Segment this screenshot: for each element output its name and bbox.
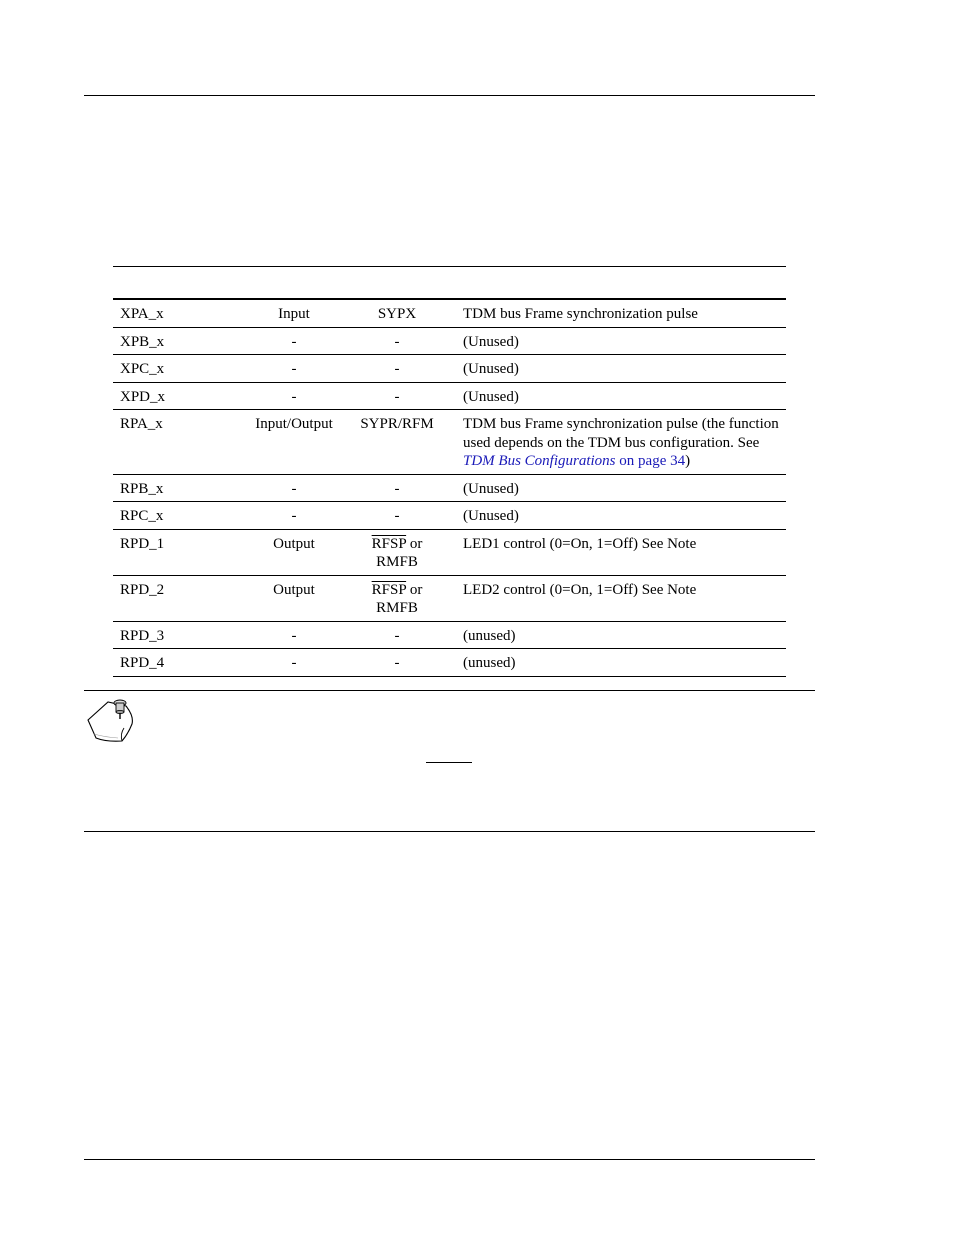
note-paper-pin-icon [84,694,138,744]
table-row [113,649,786,677]
source-overline: RFSP [371,535,407,552]
signal-source [349,529,445,575]
signal-name: RPD_2 [120,581,165,598]
signal-source: - [394,333,400,350]
signal-description [445,410,786,475]
description-end: ) [685,453,691,469]
signal-description: (Unused) [463,480,519,497]
signal-source [349,575,445,621]
signal-direction: - [291,508,297,524]
table-row [113,529,786,575]
signal-description: LED1 control (0=On, 1=Off) See Note [463,535,697,552]
link-page: on page 34 [615,453,686,469]
signal-source: SYPR/RFM [360,416,434,432]
signal-name: RPD_1 [120,535,165,552]
signal-source: - [394,388,400,405]
table-row [113,621,786,649]
signal-description: (Unused) [463,388,519,405]
signal-source: - [394,508,400,524]
table-row [113,299,786,327]
signal-name: RPD_3 [120,627,165,644]
table-row [113,382,786,410]
table-row [113,327,786,355]
signal-direction: Input [278,306,310,322]
signal-direction: - [291,388,297,405]
signal-direction: - [291,333,297,350]
signal-description: (Unused) [463,361,519,377]
signal-description: (Unused) [463,333,519,350]
signal-source: - [394,480,400,497]
signal-source: - [394,627,400,644]
signal-name: RPD_4 [120,655,165,671]
signal-direction: - [291,480,297,497]
table-row [113,410,786,475]
signal-source: SYPX [377,306,417,322]
table-row [113,502,786,530]
signal-name: XPB_x [120,333,165,350]
header-rule [84,95,815,96]
signal-direction: - [291,627,297,644]
tdm-bus-configurations-link[interactable] [463,453,685,469]
signal-description: (Unused) [463,508,519,524]
description-text: TDM bus Frame synchronization pulse (the function used depends on the TDM bus configuration. See [463,416,779,451]
signal-description: LED2 control (0=On, 1=Off) See Note [463,581,697,598]
signal-direction: - [291,361,297,377]
signal-description: (unused) [463,655,516,671]
signal-name: XPA_x [120,306,164,322]
table-row [113,575,786,621]
note-overline-mark [426,762,472,763]
source-overline: RFSP [371,581,407,598]
source-rest: or RMFB [376,535,423,570]
signal-source: - [394,655,400,671]
note-bottom-rule [84,831,815,832]
table-caption-rule [113,266,786,267]
link-title: TDM Bus Configurations [463,453,616,469]
table-row [113,474,786,502]
signal-table [113,298,786,677]
signal-name: XPD_x [120,388,166,405]
signal-description: TDM bus Frame synchronization pulse [463,306,698,322]
signal-name: XPC_x [120,361,165,377]
note-top-rule [84,690,815,691]
signal-direction: Output [273,581,315,598]
source-rest: or RMFB [376,581,423,616]
signal-name: RPA_x [120,416,163,432]
signal-name: RPB_x [120,480,164,497]
signal-direction: Output [273,535,315,552]
signal-direction: Input/Output [255,416,333,432]
signal-description: (unused) [463,627,516,644]
signal-source: - [394,361,400,377]
signal-name: RPC_x [120,508,164,524]
table-row [113,355,786,383]
footer-rule [84,1159,815,1160]
signal-direction: - [291,655,297,671]
